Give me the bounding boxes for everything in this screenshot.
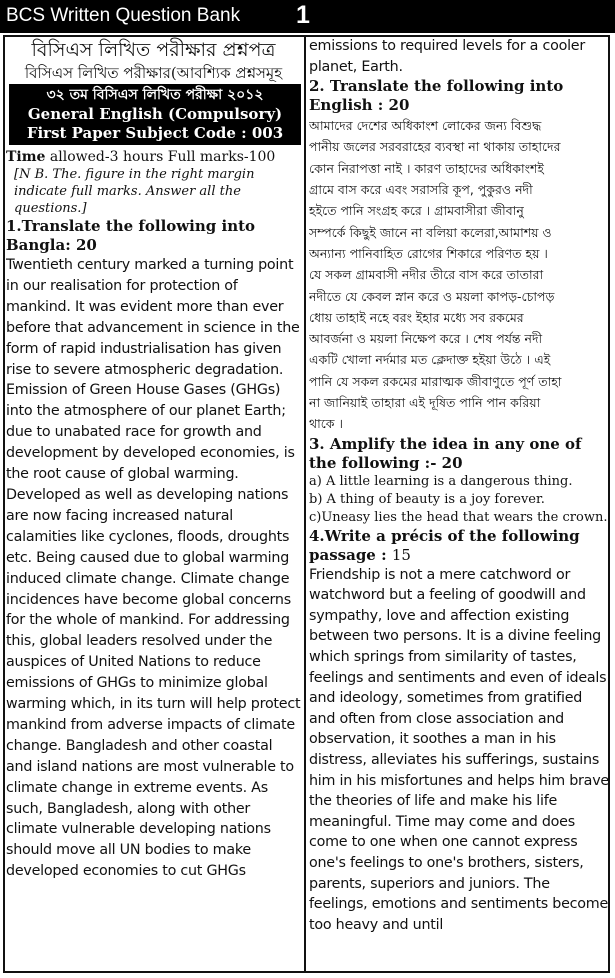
question-4-heading xyxy=(309,527,609,565)
page-number: 1 xyxy=(296,1,310,29)
question-1-passage: Twentieth century marked a turning point in our realisation for protection of mankind. It was evident more than ever before that advancement in science in the form of rapid industrialisation has given rise to severe atmospheric degradation. Emission of Green House Gases (GHGs) into the atmosphere of our planet Earth; due to unabated race for growth and development by developed economies, is the root cause of global warming. Developed as well as developing nations are now facing increased natural calamities like cyclones, floods, droughts etc. Being caused due to global warming induced climate change. Climate change incidences have become global concerns for the whole of mankind. For addressing this, global leaders resolved under the auspices of United Nations to reduce emissions of GHGs to minimize global warming which, in its turn will help protect mankind from adverse impacts of climate change. Bangladesh and other coastal and island nations are most vulnerable to climate change in extreme events. As such, Bangladesh, along with other climate vulnerable developing nations should move all UN bodies to make developed economies to cut GHGs xyxy=(6,257,301,880)
left-column xyxy=(6,36,301,970)
bangla-line: অন্যান্য পানিবাহিত রোগের শিকারে পরিণত হয় । xyxy=(309,245,548,261)
bangla-line: পানি যে সকল রকমের মারাত্মক জীবাণুতে পূর্ণ তাহা xyxy=(309,373,562,389)
option-b: b) A thing of beauty is a joy forever. xyxy=(309,491,545,507)
subject-name: General English (Compulsory) xyxy=(27,105,283,123)
bangla-line: পানীয় জলের সরবরাহের ব্যবস্থা না থাকায় তাহাদের xyxy=(309,139,561,155)
bangla-line: হইতে পানি সংগ্রহ করে । গ্রামবাসীরা জীবানু xyxy=(309,203,524,219)
column-divider xyxy=(304,35,306,973)
bangla-line: একটি খোলা নর্দমার মত ক্লেদাক্ত হইয়া উঠে । এই xyxy=(309,352,551,368)
subject-code: First Paper Subject Code : 003 xyxy=(26,124,284,142)
bangla-line: আবর্জনা ও ময়লা নিক্ষেপ করে । শেষ পর্যন্ত নদী xyxy=(309,331,543,347)
question-2-heading: 2. Translate the following into English : 20 xyxy=(309,77,564,115)
time-label: Time xyxy=(6,149,46,165)
bangla-subtitle: বিসিএস লিখিত পরীক্ষার(আবশ্যিক প্রশ্নসমূহ xyxy=(24,64,283,82)
exam-name: ৩২ তম বিসিএস লিখিত পরীক্ষা ২০১২ xyxy=(46,87,264,103)
question-4-passage: Friendship is not a mere catchword or watchword but a feeling of goodwill and sympathy, love and affection existing between two persons. It is a divine feeling which springs from similarity of tastes, feelings and sentiments and even of ideals and ideology, sometimes from gratified and often from close association and observation, it soothes a man in his distress, alleviates his sufferings, sustains him in his misfortunes and helps him brave the theories of life and make his life meaningful. Time may come and does come to one when one cannot express one's feelings to one's brothers, sisters, parents, superiors and juniors. The feelings, emotions and sentiments become too heavy and until xyxy=(309,566,609,933)
header-title: BCS Written Question Bank xyxy=(6,5,241,26)
time-text: allowed-3 hours Full marks-100 xyxy=(49,149,276,165)
page-header xyxy=(0,0,615,33)
question-2-bangla-passage xyxy=(309,115,609,434)
question-4-marks: 15 xyxy=(391,545,411,564)
bangla-line: গ্রামে বাস করে এবং সরাসরি কূপ, পুকুরও নদী xyxy=(309,182,533,198)
option-c: c)Uneasy lies the head that wears the crown. xyxy=(309,509,608,525)
bangla-line: কোন নিরাপত্তা নাই । কারণ তাহাদের অধিকাংশই xyxy=(309,160,544,176)
bangla-line: সম্পর্কে কিছুই জানে না বলিয়া কলেরা,আমাশয় ও xyxy=(309,224,552,240)
bangla-line: থাকে । xyxy=(309,416,343,432)
exam-info-banner xyxy=(9,84,301,145)
bangla-line: নদীতে যে কেবল স্নান করে ও ময়লা কাপড়-চোপড় xyxy=(309,288,555,304)
instruction-note: [N B. The. figure in the right margin indicate full marks. Answer all the questions.] xyxy=(14,167,255,216)
question-3-options xyxy=(309,473,609,527)
bangla-title: বিসিএস লিখিত পরীক্ষার প্রশ্নপত্র xyxy=(31,39,276,61)
bangla-line: যে সকল গ্রামবাসী নদীর তীরে বাস করে তাতারা xyxy=(309,267,544,283)
question-1-heading: 1.Translate the following into Bangla: 20 xyxy=(6,217,256,254)
question-1-continuation: emissions to required levels for a cooler planet, Earth. xyxy=(309,38,585,75)
bangla-line: আমাদের দেশের অধিকাংশ লোকের জন্য বিশুদ্ধ xyxy=(309,118,542,134)
right-column xyxy=(309,36,609,970)
bangla-line: না জানিয়াই তাহারা এই দূষিত পানি পান করিয়া xyxy=(309,395,541,411)
option-a: a) A little learning is a dangerous thing. xyxy=(309,473,573,489)
time-marks-line xyxy=(6,148,301,166)
bangla-line: ধোয় তাহাই নহে বরং ইহার মধ্যে সব রকমের xyxy=(309,309,524,325)
question-4-title: 4.Write a précis of the following passage : xyxy=(309,526,580,564)
question-3-heading: 3. Amplify the idea in any one of the following :- 20 xyxy=(309,434,582,472)
